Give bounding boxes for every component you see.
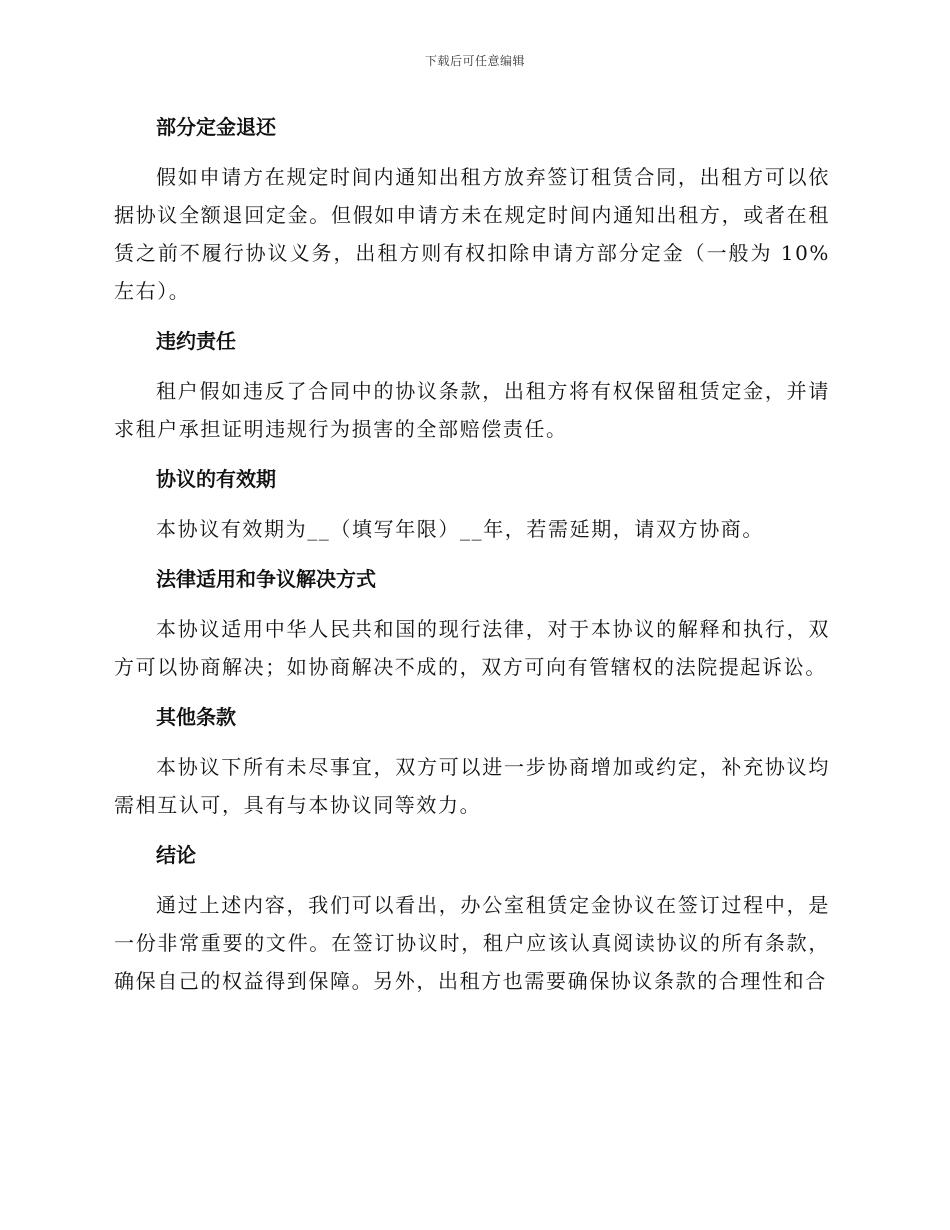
section-heading: 结论 bbox=[156, 843, 196, 867]
section-breach-liability bbox=[114, 324, 830, 448]
section-paragraph: 本协议有效期为__（填写年限）__年，若需延期，请双方协商。 bbox=[156, 517, 764, 541]
section-heading: 其他条款 bbox=[156, 705, 236, 729]
section-paragraph: 通过上述内容，我们可以看出，办公室租赁定金协议在签订过程中，是一份非常重要的文件。在签订协议时，租户应该认真阅读协议的所有条款，确保自己的权益得到保障。另外，出租方也需要确保协议条款的合理性和合 bbox=[114, 893, 830, 993]
section-heading: 部分定金退还 bbox=[156, 115, 276, 139]
section-partial-deposit-refund bbox=[114, 110, 830, 310]
section-heading: 协议的有效期 bbox=[156, 467, 276, 491]
section-validity-period bbox=[114, 462, 830, 548]
section-paragraph: 本协议下所有未尽事宜，双方可以进一步协商增加或约定，补充协议均需相互认可，具有与本协议同等效力。 bbox=[114, 755, 830, 817]
page-header: 下载后可任意编辑 bbox=[424, 54, 525, 68]
section-paragraph: 本协议适用中华人民共和国的现行法律，对于本协议的解释和执行，双方可以协商解决；如协商解决不成的，双方可向有管辖权的法院提起诉讼。 bbox=[114, 617, 830, 679]
section-heading: 法律适用和争议解决方式 bbox=[156, 567, 376, 591]
section-heading: 违约责任 bbox=[156, 329, 236, 353]
section-governing-law bbox=[114, 562, 830, 686]
document-body bbox=[114, 110, 830, 1014]
section-other-terms bbox=[114, 700, 830, 824]
section-conclusion bbox=[114, 838, 830, 1000]
section-paragraph: 假如申请方在规定时间内通知出租方放弃签订租赁合同，出租方可以依据协议全额退回定金。但假如申请方未在规定时间内通知出租方，或者在租赁之前不履行协议义务，出租方则有权扣除申请方部分定金（一般为 10%左右）。 bbox=[114, 165, 830, 303]
section-paragraph: 租户假如违反了合同中的协议条款，出租方将有权保留租赁定金，并请求租户承担证明违规行为损害的全部赔偿责任。 bbox=[114, 379, 830, 441]
